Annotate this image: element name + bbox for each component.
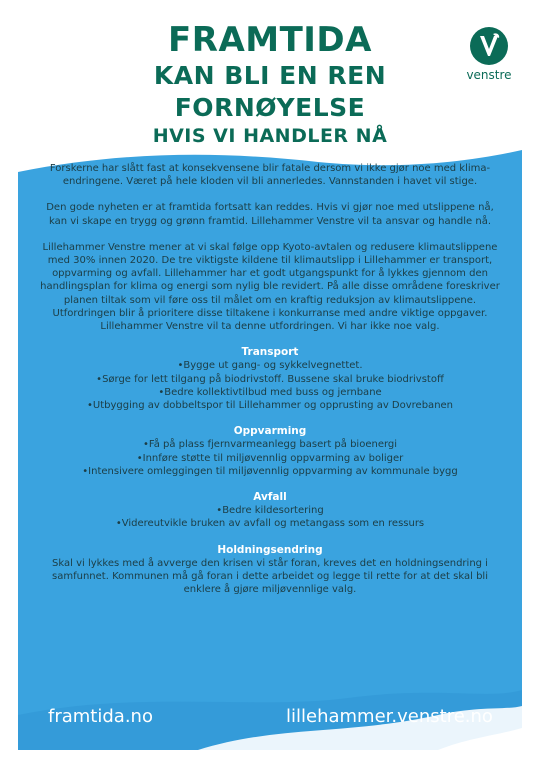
- avfall-list: [40, 504, 500, 530]
- list-item: • Bedre kollektivtilbud med buss og jernbane: [40, 386, 500, 399]
- list-item: • Intensivere omleggingen til miljøvennlig oppvarming av kommunale bygg: [40, 465, 500, 478]
- headline: [150, 20, 390, 148]
- list-item: • Få på plass fjernvarmeanlegg basert på bioenergi: [40, 438, 500, 451]
- headline-line-1: FRAMTIDA: [168, 20, 372, 60]
- list-item: • Sørge for lett tilgang på biodrivstoff. Bussene skal bruke biodrivstoff: [40, 373, 500, 386]
- venstre-logo: [458, 26, 520, 82]
- intro-paragraph-2: Den gode nyheten er at framtida fortsatt kan reddes. Hvis vi gjør noe med utslippene nå, kan vi skape en trygg og grønn framtid. Lillehammer Venstre vil ta ansvar og handle nå.: [46, 202, 494, 227]
- transport-list: [40, 359, 500, 412]
- holdningsendring-paragraph: Skal vi lykkes med å avverge den krisen vi står foran, kreves det en holdningsendring i samfunnet. Kommunen må gå foran i dette arbeidet og legge til rette for at det skal bli enklere å gjøre miljøvennlige valg.: [52, 557, 488, 596]
- list-item: • Utbygging av dobbeltspor til Lillehammer og opprusting av Dovrebanen: [40, 399, 500, 412]
- intro-paragraph-3: Lillehammer Venstre mener at vi skal følge opp Kyoto-avtalen og redusere klimautslippene med 30% innen 2020. De tre viktigste kildene til klimautslipp i Lillehammer er transport, oppvarming og avfall. Lillehammer har et godt utgangspunkt for å lykkes gjennom den handlingsplan for klima og energi som nylig ble revidert. På alle disse områdene foreskriver planen tiltak som vil føre oss til målet om en kraftig reduksjon av klimautslippene.: [40, 241, 500, 306]
- section-title-oppvarming: Oppvarming: [233, 425, 307, 438]
- logo-text: venstre: [466, 68, 512, 82]
- venstre-v-logo-icon: [469, 26, 509, 66]
- headline-line-3: FORNØYELSE: [174, 93, 366, 122]
- intro-paragraph-4: Utfordringen blir å prioritere disse tiltakene i konkurranse med andre viktige oppgaver. Lillehammer Venstre vil ta denne utfordringen. Vi har ikke noe valg.: [52, 307, 488, 333]
- section-title-holdningsendring: Holdningsendring: [217, 543, 323, 556]
- footer-link-venstre[interactable]: lillehammer.venstre.no: [286, 706, 493, 727]
- list-item: • Bedre kildesortering: [40, 504, 500, 517]
- body-content: [40, 162, 500, 596]
- oppvarming-list: [40, 438, 500, 478]
- headline-line-2: KAN BLI EN REN: [153, 61, 387, 90]
- intro-paragraph-1: Forskerne har slått fast at konsekvensene blir fatale dersom vi ikke gjør noe med klima-endringene. Været på hele kloden vil bli annerledes. Vannstanden i havet vil stige.: [49, 163, 491, 188]
- list-item: • Innføre støtte til miljøvennlig oppvarming av boliger: [40, 452, 500, 465]
- section-title-avfall: Avfall: [253, 491, 287, 504]
- headline-line-4: HVIS VI HANDLER NÅ: [152, 125, 388, 147]
- footer-link-framtida[interactable]: framtida.no: [48, 706, 153, 727]
- list-item: • Bygge ut gang- og sykkelvegnettet.: [40, 359, 500, 372]
- section-title-transport: Transport: [241, 346, 299, 359]
- list-item: • Videreutvikle bruken av avfall og metangass som en ressurs: [40, 517, 500, 530]
